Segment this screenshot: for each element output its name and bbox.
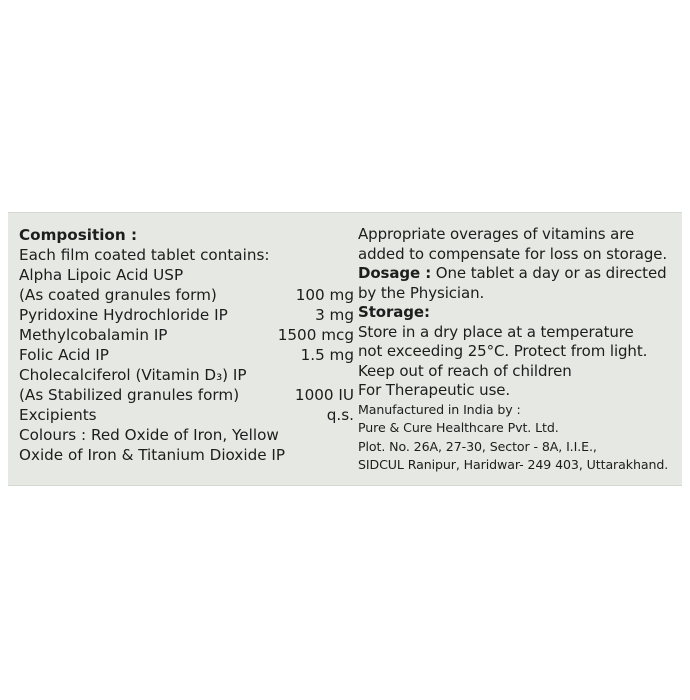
ingredient-name: (As Stabilized granules form)	[19, 386, 240, 404]
ingredient-quantity: 1000 IU	[294, 386, 354, 404]
ingredient-quantity: q.s.	[326, 406, 354, 424]
info-column	[358, 225, 680, 475]
ingredient-name: Excipients	[19, 406, 97, 424]
composition-intro: Each film coated tablet contains:	[19, 246, 270, 264]
storage-line-2: not exceeding 25°C. Protect from light.	[358, 342, 648, 360]
composition-column	[19, 225, 354, 465]
ingredient-quantity: 3 mg	[315, 306, 354, 324]
ingredient-name: Methylcobalamin IP	[19, 326, 168, 344]
manufacturer-line-1: Manufactured in India by :	[358, 401, 521, 417]
ingredient-name: Pyridoxine Hydrochloride IP	[19, 306, 228, 324]
dosage-line-1	[358, 264, 680, 284]
storage-heading: Storage:	[358, 303, 430, 321]
overages-line-1: Appropriate overages of vitamins are	[358, 225, 635, 243]
colours-line-1: Colours : Red Oxide of Iron, Yellow	[19, 426, 279, 444]
storage-line-3: Keep out of reach of children	[358, 361, 572, 380]
overages-line-2: added to compensate for loss on storage.	[358, 244, 668, 263]
manufacturer-line-3: Plot. No. 26A, 27-30, Sector - 8A, I.I.E.,	[358, 438, 597, 454]
ingredient-row	[19, 325, 354, 345]
dosage-text: One tablet a day or as directed	[431, 264, 667, 282]
manufacturer-line-4: SIDCUL Ranipur, Haridwar- 249 403, Uttarakhand.	[358, 457, 669, 472]
ingredient-name: Alpha Lipoic Acid USP	[19, 266, 184, 284]
dosage-label: Dosage :	[358, 264, 432, 282]
ingredient-name: Folic Acid IP	[19, 346, 109, 364]
ingredient-row	[19, 265, 354, 285]
ingredient-name: (As coated granules form)	[19, 286, 217, 304]
storage-line-1: Store in a dry place at a temperature	[358, 322, 634, 341]
colours-line-2: Oxide of Iron & Titanium Dioxide IP	[19, 446, 286, 464]
composition-heading: Composition :	[19, 226, 138, 244]
ingredient-row	[19, 285, 354, 305]
ingredient-name: Cholecalciferol (Vitamin D₃) IP	[19, 366, 247, 384]
storage-line-4: For Therapeutic use.	[358, 381, 511, 399]
ingredient-row	[19, 365, 354, 385]
label-panel	[8, 212, 682, 486]
ingredient-row	[19, 405, 354, 425]
manufacturer-line-2: Pure & Cure Healthcare Pvt. Ltd.	[358, 420, 559, 435]
ingredient-quantity: 1500 mcg	[277, 326, 354, 344]
ingredient-row	[19, 345, 354, 365]
ingredient-row	[19, 385, 354, 405]
ingredient-row	[19, 305, 354, 325]
dosage-line-2: by the Physician.	[358, 283, 485, 302]
ingredient-quantity: 1.5 mg	[300, 346, 354, 364]
ingredient-quantity: 100 mg	[295, 286, 354, 304]
ingredient-list	[19, 265, 354, 425]
